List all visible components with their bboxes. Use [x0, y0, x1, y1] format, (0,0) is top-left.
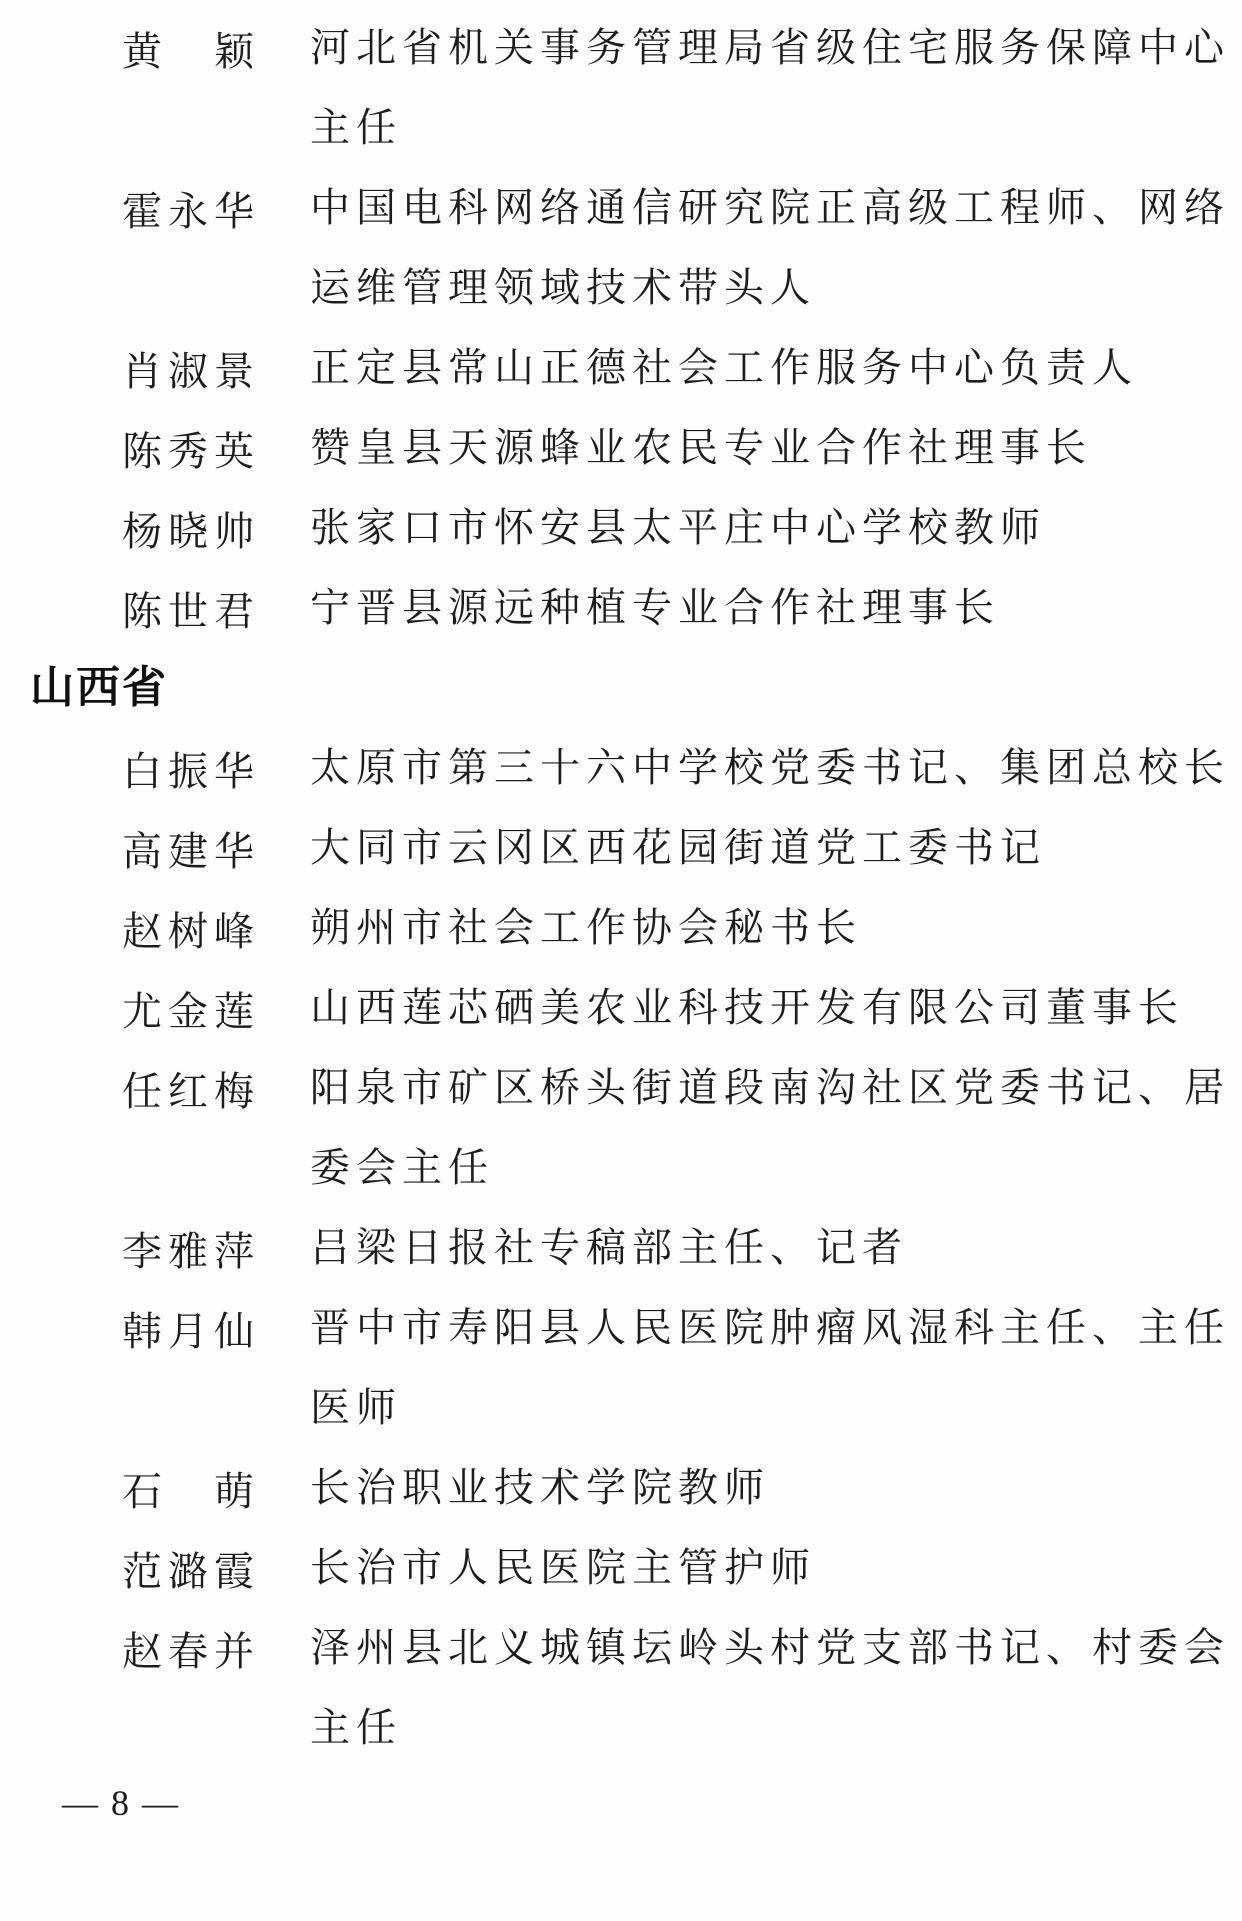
name-char: 霍: [122, 188, 162, 234]
name-char: 君: [214, 588, 254, 634]
roster-entry: [0, 8, 1242, 168]
entry-name: [122, 1528, 254, 1608]
entry-name: [122, 168, 254, 248]
section-header: 山西省: [30, 663, 168, 712]
roster-entry: [0, 568, 1242, 648]
entry-title-line: 河北省机关事务管理局省级住宅服务保障中心: [310, 25, 1230, 70]
roster-entry: [0, 1448, 1242, 1528]
name-char: 英: [214, 428, 254, 474]
roster-entry: [0, 808, 1242, 888]
name-char: 莲: [214, 988, 254, 1034]
entry-name: [122, 1608, 254, 1688]
entry-title: [310, 8, 1230, 168]
name-char: 陈: [122, 588, 162, 634]
roster-entry: [0, 1208, 1242, 1288]
name-char: 霞: [214, 1548, 254, 1594]
entry-title: [310, 968, 1184, 1048]
name-char: 杨: [122, 508, 162, 554]
name-char: 颖: [214, 28, 254, 74]
name-char: 世: [168, 588, 208, 634]
name-char: 晓: [168, 508, 208, 554]
entry-name: [122, 488, 254, 568]
entry-title: [310, 1288, 1230, 1448]
entry-title: [310, 1448, 770, 1528]
entry-title-line: 晋中市寿阳县人民医院肿瘤风湿科主任、主任: [310, 1305, 1230, 1350]
page-number: — 8 —: [62, 1783, 180, 1823]
name-char: 萍: [214, 1228, 254, 1274]
entry-name: [122, 328, 254, 408]
name-char: 仙: [214, 1308, 254, 1354]
entry-title: [310, 728, 1230, 808]
entry-name: [122, 1448, 254, 1528]
entry-name: [122, 888, 254, 968]
entry-title: [310, 1208, 908, 1288]
name-char: 华: [214, 748, 254, 794]
roster-entry: [0, 888, 1242, 968]
entry-title-line: 主任: [310, 1705, 402, 1750]
name-char: 梅: [214, 1068, 254, 1114]
entry-name: [122, 968, 254, 1048]
entry-title: [310, 328, 1138, 408]
roster-entry: [0, 488, 1242, 568]
entry-title-line: 泽州县北义城镇坛岭头村党支部书记、村委会: [310, 1625, 1230, 1670]
roster-entry: [0, 1528, 1242, 1608]
name-char: 白: [122, 748, 162, 794]
name-char: 峰: [214, 908, 254, 954]
entry-title-line: 阳泉市矿区桥头街道段南沟社区党委书记、居: [310, 1065, 1230, 1110]
entry-name: [122, 1288, 254, 1368]
name-char: 李: [122, 1228, 162, 1274]
entry-title-line: 中国电科网络通信研究院正高级工程师、网络: [310, 185, 1230, 230]
entry-title-line: 长治职业技术学院教师: [310, 1465, 770, 1510]
roster-entry: [0, 1288, 1242, 1448]
entry-name: [122, 808, 254, 888]
roster-entry: [0, 1048, 1242, 1208]
name-char: 树: [168, 908, 208, 954]
roster-entry: [0, 408, 1242, 488]
entry-name: [122, 1048, 254, 1128]
name-char: 任: [122, 1068, 162, 1114]
roster-entry: [0, 168, 1242, 328]
entry-title-line: 主任: [310, 105, 402, 150]
name-char: 春: [168, 1628, 208, 1674]
name-char: 赵: [122, 908, 162, 954]
entry-title-line: 赞皇县天源蜂业农民专业合作社理事长: [310, 425, 1092, 470]
entry-title-line: 运维管理领域技术带头人: [310, 265, 816, 310]
entry-title: [310, 888, 862, 968]
name-char: 华: [214, 188, 254, 234]
entry-name: [122, 8, 254, 88]
entry-title: [310, 408, 1092, 488]
entry-name: [122, 1208, 254, 1288]
name-char: 高: [122, 828, 162, 874]
roster-entry: [0, 328, 1242, 408]
name-char: 并: [214, 1628, 254, 1674]
entry-title-line: 太原市第三十六中学校党委书记、集团总校长: [310, 745, 1230, 790]
entry-name: [122, 408, 254, 488]
name-char: 月: [168, 1308, 208, 1354]
name-char: 潞: [168, 1548, 208, 1594]
name-char: 范: [122, 1548, 162, 1594]
name-char: 淑: [168, 348, 208, 394]
name-char: 雅: [168, 1228, 208, 1274]
entry-title-line: 医师: [310, 1385, 402, 1430]
name-char: 石: [122, 1468, 162, 1514]
roster-entry: [0, 728, 1242, 808]
entry-title-line: 张家口市怀安县太平庄中心学校教师: [310, 505, 1046, 550]
entry-title: [310, 1608, 1230, 1768]
entry-title-line: 山西莲芯硒美农业科技开发有限公司董事长: [310, 985, 1184, 1030]
entry-title-line: 宁晋县源远种植专业合作社理事长: [310, 585, 1000, 630]
entry-title-line: 正定县常山正德社会工作服务中心负责人: [310, 345, 1138, 390]
name-char: 肖: [122, 348, 162, 394]
entry-title-line: 委会主任: [310, 1145, 494, 1190]
name-char: 金: [168, 988, 208, 1034]
entry-title: [310, 1528, 816, 1608]
name-char: 景: [214, 348, 254, 394]
name-char: 秀: [168, 428, 208, 474]
roster-entry: [0, 1608, 1242, 1768]
roster-entry: [0, 968, 1242, 1048]
entry-title-line: 朔州市社会工作协会秘书长: [310, 905, 862, 950]
name-char: 永: [168, 188, 208, 234]
name-char: 黄: [122, 28, 162, 74]
entry-title: [310, 488, 1046, 568]
name-char: 振: [168, 748, 208, 794]
name-char: 华: [214, 828, 254, 874]
entry-title: [310, 168, 1230, 328]
entry-name: [122, 568, 254, 648]
name-char: 尤: [122, 988, 162, 1034]
entry-title-line: 吕梁日报社专稿部主任、记者: [310, 1225, 908, 1270]
name-char: 萌: [214, 1468, 254, 1514]
name-char: 赵: [122, 1628, 162, 1674]
entry-title: [310, 1048, 1230, 1208]
name-char: 建: [168, 828, 208, 874]
name-char: 帅: [214, 508, 254, 554]
entry-title: [310, 568, 1000, 648]
name-char: 陈: [122, 428, 162, 474]
name-char: 红: [168, 1068, 208, 1114]
entry-title-line: 长治市人民医院主管护师: [310, 1545, 816, 1590]
entry-title-line: 大同市云冈区西花园街道党工委书记: [310, 825, 1046, 870]
entry-title: [310, 808, 1046, 888]
entry-name: [122, 728, 254, 808]
name-char: 韩: [122, 1308, 162, 1354]
